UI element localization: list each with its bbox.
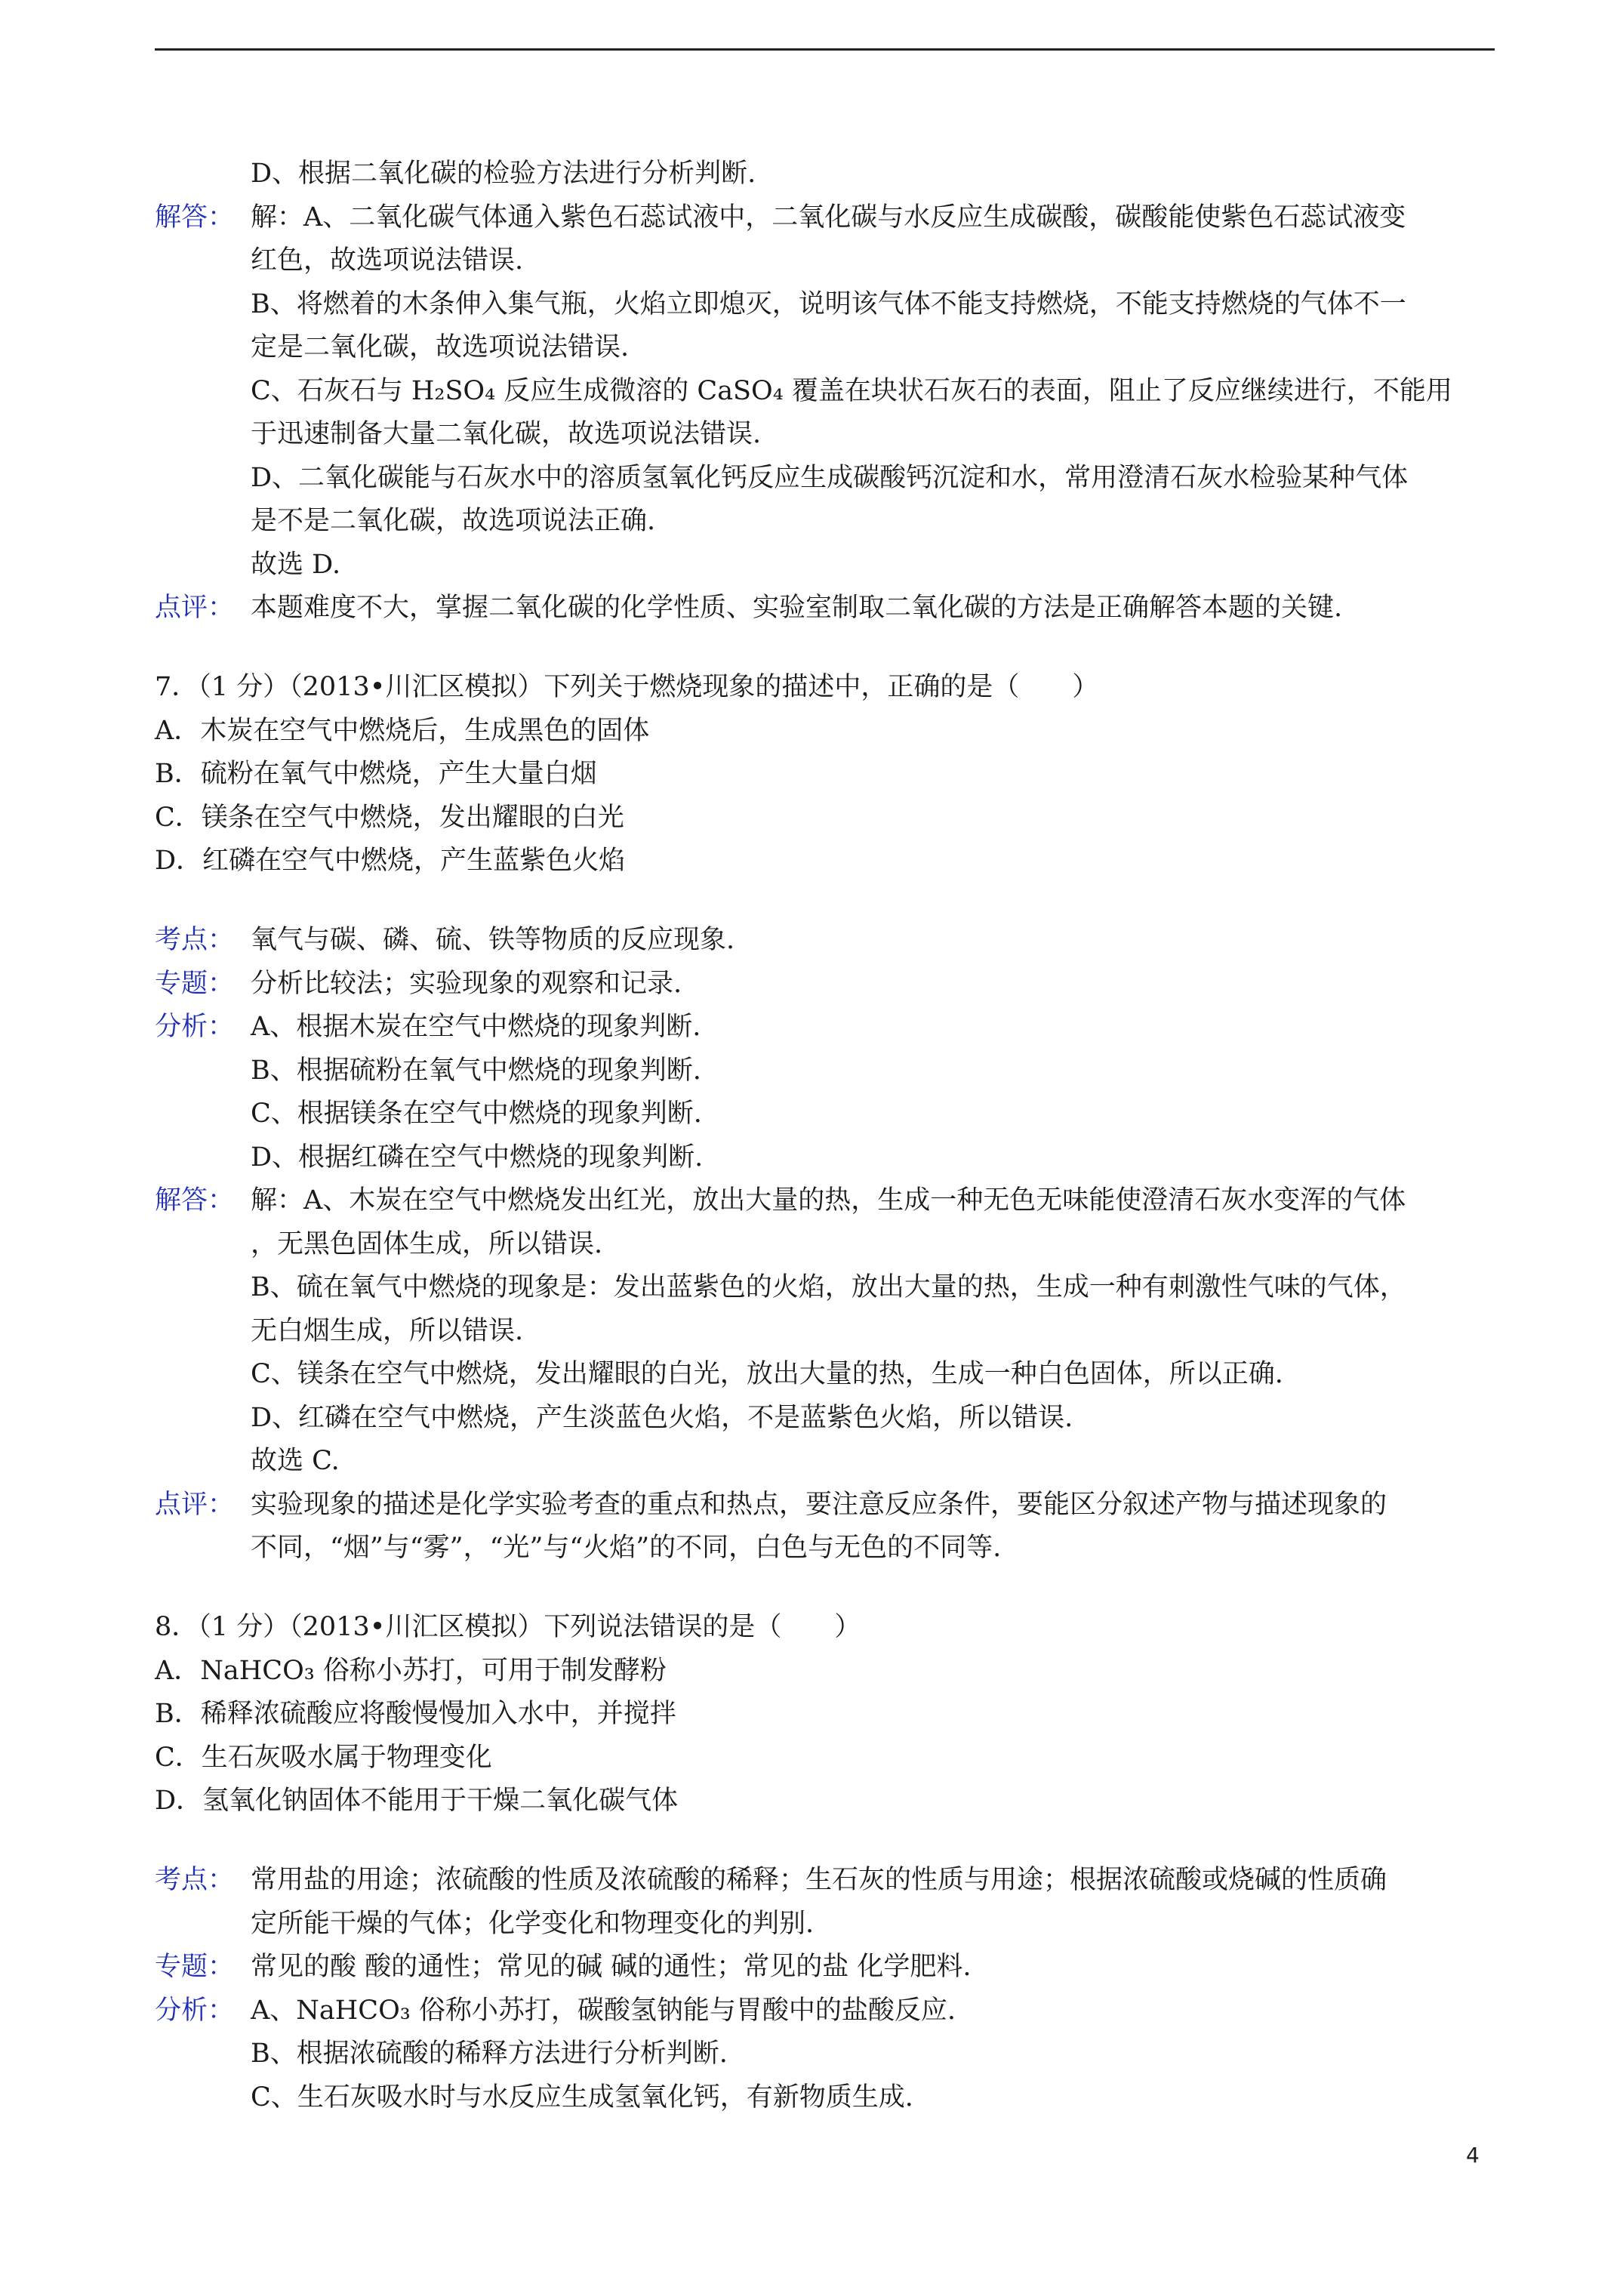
fenxi-line bbox=[155, 1010, 1495, 1043]
answer-line bbox=[155, 1358, 1495, 1391]
zhuanti-text: 常见的酸 酸的通性；常见的碱 碱的通性；常见的盐 化学肥料. bbox=[251, 1952, 972, 1982]
answer-text: D、红磷在空气中燃烧，产生淡蓝色火焰，不是蓝紫色火焰，所以错误. bbox=[251, 1403, 1073, 1433]
answer-line bbox=[155, 1314, 1495, 1348]
answer-text: C、石灰石与 H₂SO₄ 反应生成微溶的 CaSO₄ 覆盖在块状石灰石的表面，阻止了反应继续进行，不能用 bbox=[251, 376, 1452, 406]
zhuanti-text: 分析比较法；实验现象的观察和记录. bbox=[251, 969, 682, 999]
option-text: C．镁条在空气中燃烧，发出耀眼的白光 bbox=[155, 803, 624, 833]
kaodian-line bbox=[155, 923, 1495, 957]
answer-line bbox=[155, 331, 1495, 364]
fenxi-text: B、根据浓硫酸的稀释方法进行分析判断. bbox=[251, 2039, 728, 2069]
kaodian-label: 考点： bbox=[155, 1865, 235, 1895]
answer-line bbox=[155, 1444, 1495, 1478]
answer-text: D、二氧化碳能与石灰水中的溶质氢氧化钙反应生成碳酸钙沉淀和水，常用澄清石灰水检验某种气体 bbox=[251, 463, 1409, 493]
zhuanti-line bbox=[155, 1950, 1495, 1983]
analysis-line bbox=[155, 157, 1495, 190]
answer-text: 故选 C. bbox=[251, 1446, 340, 1476]
comment-line bbox=[155, 1531, 1495, 1564]
kaodian-text: 常用盐的用途；浓硫酸的性质及浓硫酸的稀释；生石灰的性质与用途；根据浓硫酸或烧碱的性质确 bbox=[251, 1865, 1387, 1895]
option-text: A．NaHCO₃ 俗称小苏打，可用于制发酵粉 bbox=[155, 1656, 667, 1686]
option-text: B．硫粉在氧气中燃烧，产生大量白烟 bbox=[155, 759, 597, 789]
question-stem-text: 8．（1 分）（2013•川汇区模拟）下列说法错误的是（ ） bbox=[155, 1612, 861, 1642]
option-c bbox=[155, 801, 1495, 834]
answer-line bbox=[155, 418, 1495, 451]
kaodian-label: 考点： bbox=[155, 925, 235, 955]
answer-line bbox=[155, 548, 1495, 581]
answer-text: ，无黑色固体生成，所以错误. bbox=[251, 1229, 603, 1259]
option-a bbox=[155, 1654, 1495, 1687]
answer-line bbox=[155, 1401, 1495, 1435]
answer-text: 解：A、木炭在空气中燃烧发出红光，放出大量的热，生成一种无色无味能使澄清石灰水变浑的气体 bbox=[251, 1185, 1406, 1216]
fenxi-label: 分析： bbox=[155, 1012, 235, 1042]
answer-line bbox=[155, 201, 1495, 234]
comment-label: 点评： bbox=[155, 593, 235, 623]
comment-text: 本题难度不大，掌握二氧化碳的化学性质、实验室制取二氧化碳的方法是正确解答本题的关键. bbox=[251, 593, 1343, 623]
answer-text: B、将燃着的木条伸入集气瓶，火焰立即熄灭，说明该气体不能支持燃烧，不能支持燃烧的气体不一 bbox=[251, 289, 1406, 319]
comment-text: 不同，“烟”与“雾”，“光”与“火焰”的不同，白色与无色的不同等. bbox=[251, 1533, 1002, 1563]
fenxi-text: B、根据硫粉在氧气中燃烧的现象判断. bbox=[251, 1056, 701, 1086]
answer-line bbox=[155, 1184, 1495, 1217]
fenxi-line bbox=[155, 1054, 1495, 1087]
option-b bbox=[155, 757, 1495, 791]
zhuanti-label: 专题： bbox=[155, 969, 235, 999]
answer-label: 解答： bbox=[155, 1185, 235, 1216]
answer-text: 红色，故选项说法错误. bbox=[251, 245, 524, 276]
kaodian-line bbox=[155, 1907, 1495, 1940]
fenxi-line bbox=[155, 1994, 1495, 2027]
zhuanti-label: 专题： bbox=[155, 1952, 235, 1982]
fenxi-text: A、根据木炭在空气中燃烧的现象判断. bbox=[251, 1012, 701, 1042]
answer-text: 解：A、二氧化碳气体通入紫色石蕊试液中，二氧化碳与水反应生成碳酸，碳酸能使紫色石蕊试液变 bbox=[251, 202, 1406, 233]
answer-line bbox=[155, 1271, 1495, 1304]
answer-text: 于迅速制备大量二氧化碳，故选项说法错误. bbox=[251, 419, 762, 449]
analysis-text: D、根据二氧化碳的检验方法进行分析判断. bbox=[251, 159, 756, 189]
option-b bbox=[155, 1697, 1495, 1730]
answer-line bbox=[155, 1228, 1495, 1261]
fenxi-line bbox=[155, 2081, 1495, 2114]
fenxi-text: C、根据镁条在空气中燃烧的现象判断. bbox=[251, 1099, 702, 1129]
zhuanti-line bbox=[155, 967, 1495, 1000]
fenxi-line bbox=[155, 1141, 1495, 1174]
answer-text: 定是二氧化碳，故选项说法错误. bbox=[251, 332, 630, 362]
fenxi-text: A、NaHCO₃ 俗称小苏打，碳酸氢钠能与胃酸中的盐酸反应. bbox=[251, 1996, 956, 2026]
comment-line bbox=[155, 1488, 1495, 1521]
option-c bbox=[155, 1741, 1495, 1774]
option-text: D．红磷在空气中燃烧，产生蓝紫色火焰 bbox=[155, 846, 626, 876]
answer-text: 是不是二氧化碳，故选项说法正确. bbox=[251, 506, 656, 536]
fenxi-text: D、根据红磷在空气中燃烧的现象判断. bbox=[251, 1142, 704, 1173]
comment-label: 点评： bbox=[155, 1490, 235, 1520]
question-stem-text: 7．（1 分）（2013•川汇区模拟）下列关于燃烧现象的描述中，正确的是（ ） bbox=[155, 672, 1099, 702]
option-text: C．生石灰吸水属于物理变化 bbox=[155, 1743, 492, 1773]
answer-text: 无白烟生成，所以错误. bbox=[251, 1316, 524, 1346]
option-text: D．氢氧化钠固体不能用于干燥二氧化碳气体 bbox=[155, 1786, 679, 1816]
fenxi-line bbox=[155, 2037, 1495, 2070]
page-number: 4 bbox=[1466, 2143, 1480, 2168]
kaodian-line bbox=[155, 1863, 1495, 1897]
answer-line bbox=[155, 374, 1495, 408]
fenxi-line bbox=[155, 1097, 1495, 1130]
option-text: B．稀释浓硫酸应将酸慢慢加入水中，并搅拌 bbox=[155, 1699, 676, 1729]
answer-line bbox=[155, 244, 1495, 277]
kaodian-text: 定所能干燥的气体；化学变化和物理变化的判别. bbox=[251, 1909, 815, 1939]
fenxi-label: 分析： bbox=[155, 1996, 235, 2026]
header-rule bbox=[155, 48, 1495, 51]
option-a bbox=[155, 714, 1495, 747]
question-stem bbox=[155, 670, 1495, 704]
answer-line bbox=[155, 504, 1495, 538]
option-d bbox=[155, 1784, 1495, 1817]
answer-text: C、镁条在空气中燃烧，发出耀眼的白光，放出大量的热，生成一种白色固体，所以正确. bbox=[251, 1359, 1283, 1389]
answer-text: B、硫在氧气中燃烧的现象是：发出蓝紫色的火焰，放出大量的热，生成一种有刺激性气味的气体， bbox=[251, 1272, 1406, 1302]
kaodian-text: 氧气与碳、磷、硫、铁等物质的反应现象. bbox=[251, 925, 735, 955]
question-stem bbox=[155, 1610, 1495, 1644]
comment-line bbox=[155, 591, 1495, 624]
answer-line bbox=[155, 288, 1495, 321]
answer-line bbox=[155, 461, 1495, 495]
answer-label: 解答： bbox=[155, 202, 235, 233]
option-d bbox=[155, 844, 1495, 877]
fenxi-text: C、生石灰吸水时与水反应生成氢氧化钙，有新物质生成. bbox=[251, 2082, 913, 2113]
answer-text: 故选 D. bbox=[251, 550, 341, 580]
comment-text: 实验现象的描述是化学实验考查的重点和热点，要注意反应条件，要能区分叙述产物与描述现象的 bbox=[251, 1490, 1387, 1520]
option-text: A．木炭在空气中燃烧后，生成黑色的固体 bbox=[155, 716, 650, 746]
